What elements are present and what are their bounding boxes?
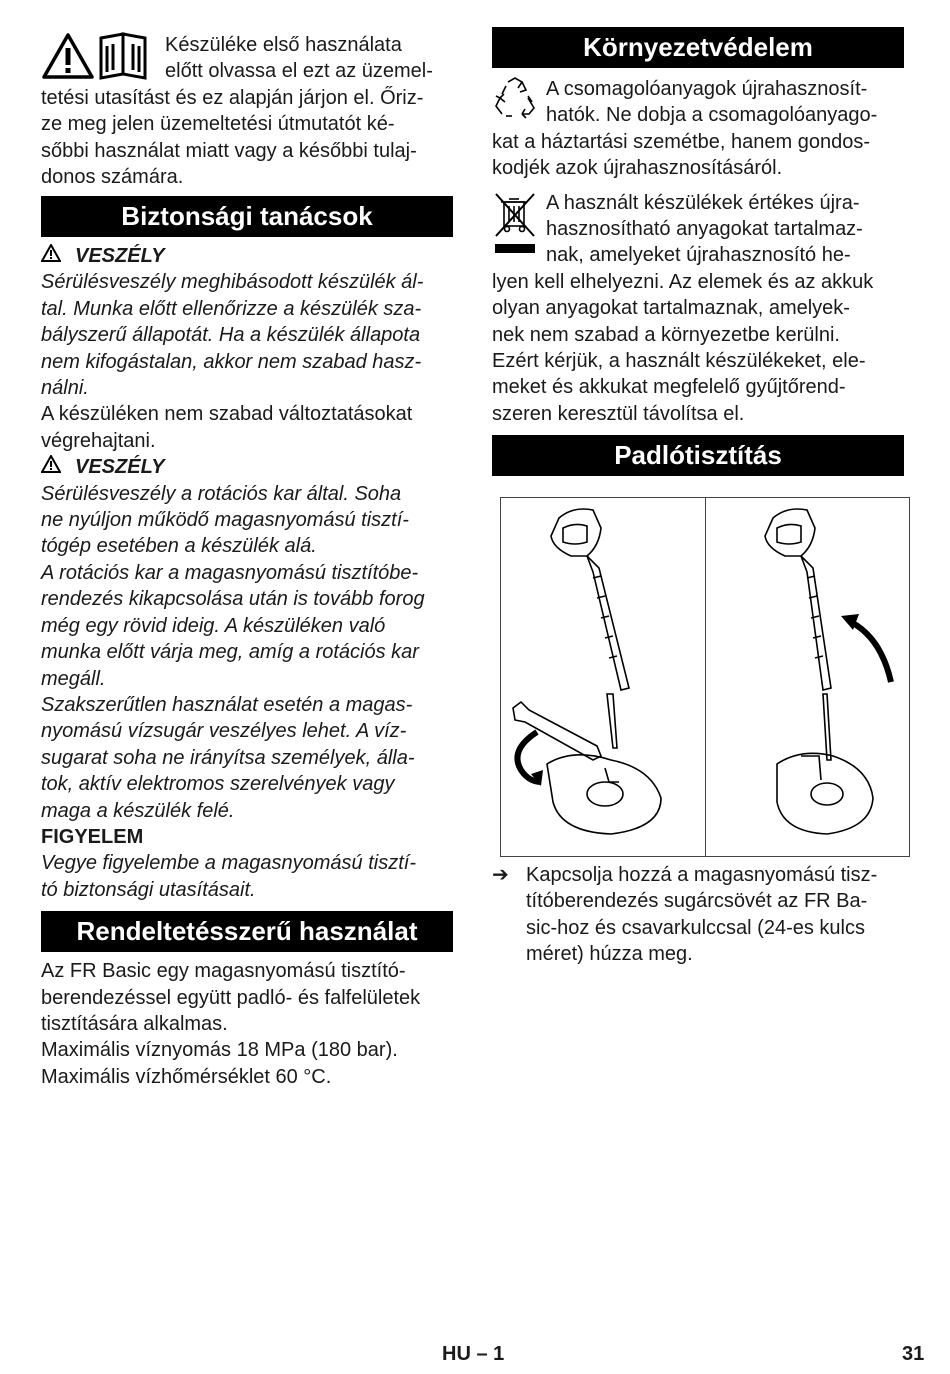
- intro-line: sőbbi használat miatt vagy a későbbi tulaj-: [41, 139, 417, 162]
- recycle-text: A csomagolóanyagok újrahasznosít-: [546, 78, 868, 100]
- left-panel-drawing: [513, 509, 661, 834]
- danger-text: megáll.: [41, 667, 106, 690]
- danger-text: tal. Munka előtt ellenőrizze a készülék sza-: [41, 297, 422, 320]
- danger-text: Sérülésveszély meghibásodott készülék ál-: [41, 271, 424, 294]
- intro-line: tetési utasítást és ez alapján járjon el. Őriz-: [41, 86, 424, 109]
- caution-text: Vegye figyelembe a magasnyomású tisztí-: [41, 852, 416, 875]
- weee-block: [492, 190, 904, 428]
- intro-line: donos számára.: [41, 166, 184, 189]
- caution-label: FIGYELEM: [41, 825, 144, 848]
- step-line: Kapcsolja hozzá a magasnyomású tisz-: [526, 864, 878, 886]
- intended-use-text: Maximális vízhőmérséklet 60 °C.: [41, 1065, 332, 1088]
- recycle-text: hatók. Ne dobja a csomagolóanyago-: [546, 104, 878, 127]
- danger-label-text: VESZÉLY: [75, 245, 165, 267]
- assembly-illustration: [500, 497, 910, 857]
- recycle-block: [492, 76, 904, 182]
- step-line: sic-hoz és csavarkulccsal (24-es kulcs: [526, 916, 865, 939]
- danger-text: Sérülésveszély a rotációs kar által. Soha: [41, 482, 402, 505]
- danger-text: sugarat soha ne irányítsa személyek, álla-: [41, 746, 415, 769]
- right-column: [492, 27, 904, 476]
- weee-text: meket és akkukat megfelelő gyűjtőrend-: [492, 376, 846, 399]
- warning-small-icon: [41, 243, 63, 269]
- safety-heading: Biztonsági tanácsok: [41, 196, 453, 237]
- caution-text: tó biztonsági utasításait.: [41, 878, 256, 901]
- crossed-bin-icon: [492, 190, 538, 258]
- intended-use-heading: Rendeltetésszerű használat: [41, 911, 453, 952]
- intro-line: előtt olvassa el ezt az üzemel-: [165, 60, 433, 83]
- floor-step: [492, 862, 904, 968]
- warning-icon: [44, 35, 92, 77]
- step-text: [526, 862, 904, 968]
- intro-line: ze meg jelen üzemeltetési útmutatót ké-: [41, 113, 395, 136]
- weee-text: Ezért kérjük, a használt készülékeket, ele-: [492, 350, 866, 373]
- danger-label-text: VESZÉLY: [75, 456, 165, 479]
- section-footer: HU – 1: [442, 1343, 505, 1365]
- danger-text: Szakszerűtlen használat esetén a magas-: [41, 693, 413, 716]
- recycle-icon: [492, 76, 538, 128]
- danger-text: A rotációs kar a magasnyomású tisztítóbe-: [41, 561, 419, 584]
- intro-line: Készüléke első használata: [165, 34, 402, 56]
- danger-text: munka előtt várja meg, amíg a rotációs kar: [41, 641, 419, 664]
- right-panel-drawing: [765, 509, 873, 834]
- intro-icons: [41, 32, 151, 80]
- danger-text: tok, aktív elektromos szerelvények vagy: [41, 773, 395, 796]
- weee-text: A használt készülékek értékes újra-: [546, 191, 860, 214]
- environment-heading: Környezetvédelem: [492, 27, 904, 68]
- weee-text: nak, amelyeket újrahasznosító he-: [546, 244, 851, 267]
- weee-text: lyen kell elhelyezni. Az elemek és az akkuk: [492, 270, 874, 293]
- arrow-right-icon: ➔: [492, 864, 509, 886]
- intended-use-text: Az FR Basic egy magasnyomású tisztító-: [41, 960, 406, 983]
- recycle-text: kat a háztartási szemétbe, hanem gondos-: [492, 130, 870, 153]
- danger-text: maga a készülék felé.: [41, 799, 235, 822]
- danger-text: tógép esetében a készülék alá.: [41, 535, 317, 558]
- step-item: [492, 862, 904, 968]
- page-number: 31: [902, 1343, 925, 1365]
- floor-cleaning-heading: Padlótisztítás: [492, 435, 904, 476]
- danger-text: nyomású vízsugár veszélyes lehet. A víz-: [41, 720, 407, 743]
- danger-text: nem kifogástalan, akkor nem szabad hasz-: [41, 350, 422, 373]
- intended-use-text: tisztítására alkalmas.: [41, 1012, 228, 1035]
- recycle-text: kodjék azok újrahasznosításáról.: [492, 157, 783, 180]
- step-line: títóberendezés sugárcsövét az FR Ba-: [526, 890, 868, 913]
- intended-use-text: Maximális víznyomás 18 MPa (180 bar).: [41, 1039, 398, 1062]
- danger-label-1: [41, 243, 453, 269]
- left-column: [41, 196, 453, 1090]
- weee-text: szeren keresztül távolítsa el.: [492, 402, 745, 425]
- danger-text: még egy rövid ideig. A készüléken való: [41, 614, 386, 637]
- danger-text: nálni.: [41, 377, 89, 400]
- weee-text: nek nem szabad a környezetbe kerülni.: [492, 323, 840, 346]
- step-line: méret) húzza meg.: [526, 943, 693, 966]
- danger-text: rendezés kikapcsolása után is tovább forog: [41, 588, 425, 611]
- intended-use-text: berendezéssel együtt padló- és falfelületek: [41, 986, 421, 1009]
- warning-small-icon: [41, 454, 63, 480]
- safety-note: A készüléken nem szabad változtatásokat: [41, 403, 413, 426]
- manual-book-icon: [101, 34, 145, 78]
- weee-text: hasznosítható anyagokat tartalmaz-: [546, 218, 863, 241]
- danger-label-2: [41, 454, 453, 480]
- weee-text: olyan anyagokat tartalmaznak, amelyek-: [492, 297, 850, 320]
- safety-note: végrehajtani.: [41, 429, 156, 452]
- intro-block: [41, 32, 453, 190]
- danger-text: bályszerű állapotát. Ha a készülék állapota: [41, 324, 421, 347]
- danger-text: ne nyúljon működő magasnyomású tisztí-: [41, 509, 409, 532]
